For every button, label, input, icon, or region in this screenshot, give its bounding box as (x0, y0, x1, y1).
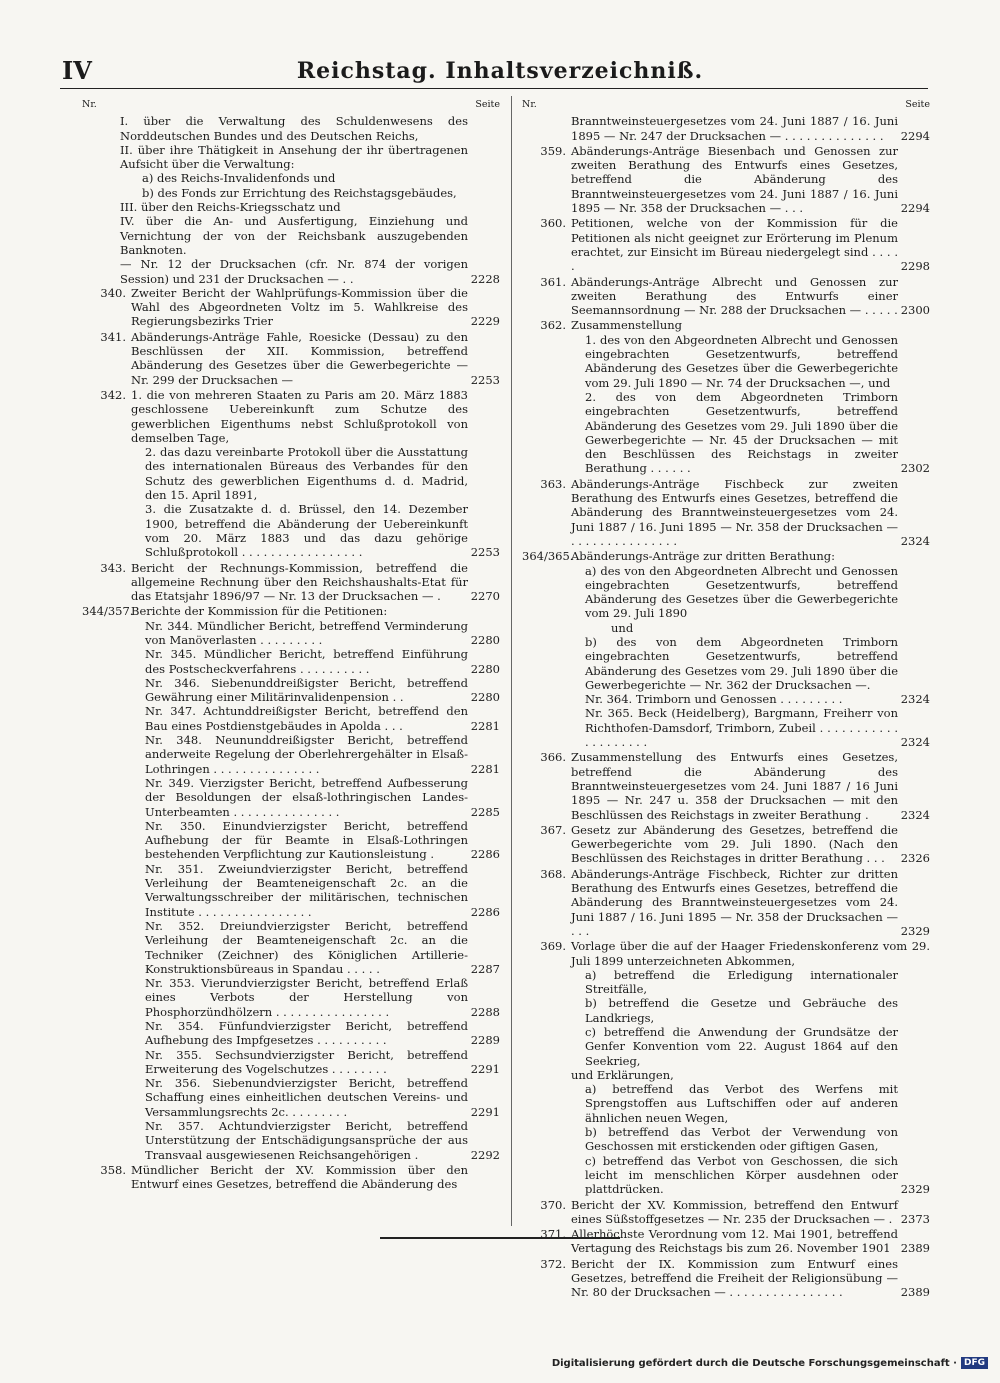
entry-number: 359. (540, 143, 566, 158)
toc-subitem: a) des von den Abgeordneten Albrecht und Genossen eingebrachten Gesetzentwurfs, betreffend Abänderung des Gesetzes über die Gewerbegerichte vom 29. Juli 1890 (585, 563, 898, 621)
footer-text: Digitalisierung gefördert durch die Deutsche Forschungsgemeinschaft · (551, 1357, 957, 1369)
toc-entry: 368. Abänderungs-Anträge Fischbeck, Richter zur dritten Berathung des Entwurfs eines Gesetzes, betreffend die Abänderung des Branntweinsteuergesetzes vom 24. Juni 1887 / 16. Juni 1895 — Nr. 358 der Drucksachen — . . . 2329 (522, 867, 930, 938)
column-header (82, 98, 500, 112)
toc-entry: 372. Bericht der IX. Kommission zum Entwurf eines Gesetzes, betreffend die Freiheit der Religionsübung — Nr. 80 der Drucksachen — . . . . . . . . . . . . . . . . 2389 (522, 1257, 930, 1300)
entry-number: 369. (540, 939, 566, 954)
entry-number: 371. (540, 1227, 566, 1242)
toc-entry: 371. Allerhöchste Verordnung vom 12. Mai 1901, betreffend Vertagung des Reichstags bis zum 26. November 1901 2389 (522, 1227, 930, 1256)
toc-entry: 369. Vorlage über die auf der Haager Friedenskonferenz vom 29. Juli 1899 unterzeichneten Abkommen, a) betreffend die Erledigung internationaler Streitfälle, b) betreffend die Gesetze und Gebräuche des Landkriegs, c) betreffend die Anwendung der Grundsätze der Genfer Konvention vom 22. August 1864 auf den Seekrieg, und Erklärungen, a) betreffend das Verbot des Werfens mit Sprengstoffen aus Luftschiffen oder auf anderen ähnlichen neuen Wegen, b) betreffend das Verbot der Verwendung von Geschossen mit erstickenden oder giftigen Gasen, c) betreffend das Verbot von Geschossen, die sich leicht im menschlichen Körper ausdehnen oder plattdrücken. 2329 (522, 939, 930, 1196)
toc-subitem: Nr. 348. Neununddreißigster Bericht, betreffend anderweite Regelung der Oberlehrergehälter in Elsaß-Lothringen . . . . . . . . . . . . . . . 2281 (145, 733, 500, 776)
toc-subitem: und Erklärungen, (571, 1067, 674, 1082)
toc-entry: 359. Abänderungs-Anträge Biesenbach und Genossen zur zweiten Berathung des Entwurfs eines Gesetzes, betreffend die Abänderung des Branntweinsteuergesetzes vom 24. Juni 1887 / 16. Juni 1895 — Nr. 358 der Drucksachen — . . . 2294 (522, 144, 930, 215)
toc-subitem: Nr. 346. Siebenunddreißigster Bericht, betreffend Gewährung einer Militärinvalidenpension . . 2280 (145, 675, 500, 705)
toc-subitem: — Nr. 12 der Drucksachen (cfr. Nr. 874 der vorigen Session) und 231 der Drucksachen — . . 2228 (120, 257, 500, 286)
entry-number: 364/365. (522, 549, 574, 564)
toc-subitem: Nr. 353. Vierundvierzigster Bericht, betreffend Erlaß eines Verbots der Herstellung von Phosphorzündhölzern . . . . . . . . . . . . . . . . 2288 (145, 976, 500, 1019)
toc-subitem: b) des von dem Abgeordneten Trimborn eingebrachten Gesetzentwurfs, betreffend Abänderung des Gesetzes vom 29. Juli 1890 über die Gewerbegerichte — Nr. 362 der Drucksachen —. (585, 634, 898, 692)
toc-subitem: II. über ihre Thätigkeit in Ansehung der ihr übertragenen Aufsicht über die Verwaltung: (120, 142, 468, 172)
toc-subitem: 2. des von dem Abgeordneten Trimborn eingebrachten Gesetzentwurfs, betreffend Abänderung des Gesetzes vom 29. Juli 1890 über die Gewerbegerichte — Nr. 45 der Drucksachen — mit den Beschlüssen des Reichstags in zweiter Berathung . . . . . . 2302 (585, 389, 930, 476)
seite-label: Seite (905, 99, 930, 110)
toc-subitem: Nr. 351. Zweiundvierzigster Bericht, betreffend Verleihung der Beamteneigenschaft 2c. an die Verwaltungsschreiber der militärischen, technischen Institute . . . . . . . . . . . . . . . . 2286 (145, 861, 500, 919)
toc-subitem: 3. die Zusatzakte d. d. Brüssel, den 14. Dezember 1900, betreffend die Abänderung der Uebereinkunft vom 20. März 1883 und das dazu gehörige Schlußprotokoll . . . . . . . . . . . . . . . . . 2253 (145, 502, 500, 560)
toc-entry-continued: Branntweinsteuergesetzes vom 24. Juni 1887 / 16. Juni 1895 — Nr. 247 der Drucksachen — . . . . . . . . . . . . . . 2294 (571, 114, 930, 143)
header-rule (60, 88, 928, 89)
toc-subitem: 1. die von mehreren Staaten zu Paris am 20. März 1883 geschlossene Uebereinkunft zum Schutze des gewerblichen Eigenthums nebst Schlußprotokoll von demselben Tage, (131, 387, 468, 445)
toc-entry: 361. Abänderungs-Anträge Albrecht und Genossen zur zweiten Berathung des Entwurfs einer Seemannsordnung — Nr. 288 der Drucksachen — . . . . . 2300 (522, 275, 930, 318)
toc-entry: 370. Bericht der XV. Kommission, betreffend den Entwurf eines Süßstoffgesetzes — Nr. 235 der Drucksachen — . 2373 (522, 1198, 930, 1227)
toc-entry: 364/365. Abänderungs-Anträge zur dritten Berathung: a) des von den Abgeordneten Albrecht und Genossen eingebrachten Gesetzentwurfs, betreffend Abänderung des Gesetzes über die Gewerbegerichte vom 29. Juli 1890 und b) des von dem Abgeordneten Trimborn eingebrachten Gesetzentwurfs, betreffend Abänderung des Gesetzes vom 29. Juli 1890 über die Gewerbegerichte — Nr. 362 der Drucksachen —. Nr. 364. Trimborn und Genossen . . . . . . . . . 2324 Nr. 365. Beck (Heidelberg), Bargmann, Freiherr von Richthofen-Damsdorf, Trimborn, Zubeil . . . . . . . . . . . . . . . . . . . . 2324 (522, 549, 930, 750)
toc-subitem: Nr. 365. Beck (Heidelberg), Bargmann, Freiherr von Richthofen-Damsdorf, Trimborn, Zubeil . . . . . . . . . . . . . . . . . . . . 2324 (585, 706, 930, 750)
toc-subitem: c) betreffend das Verbot von Geschossen, die sich leicht im menschlichen Körper ausdehnen oder plattdrücken. 2329 (585, 1153, 930, 1197)
toc-subitem: c) betreffend die Anwendung der Grundsätze der Genfer Konvention vom 22. August 1864 auf den Seekrieg, (585, 1025, 898, 1068)
toc-subitem: b) betreffend das Verbot der Verwendung von Geschossen mit erstickenden oder giftigen Gasen, (585, 1125, 898, 1154)
running-title: Reichstag. Inhaltsverzeichniß. (296, 58, 704, 84)
toc-entry: 363. Abänderungs-Anträge Fischbeck zur zweiten Berathung des Entwurfs eines Gesetzes, betreffend die Abänderung des Branntweinsteuergesetzes vom 24. Juni 1887 / 16. Juni 1895 — Nr. 358 der Drucksachen — . . . . . . . . . . . . . . . 2324 (522, 477, 930, 548)
toc-subitem: Nr. 354. Fünfundvierzigster Bericht, betreffend Aufhebung des Impfgesetzes . . . . . . . . . . 2289 (145, 1019, 500, 1048)
toc-subitem: a) betreffend das Verbot des Werfens mit Sprengstoffen aus Luftschiffen oder auf anderen ähnlichen neuen Wegen, (585, 1082, 898, 1125)
toc-subitem: a) betreffend die Erledigung internationaler Streitfälle, (585, 967, 898, 997)
toc-subitem: Nr. 350. Einundvierzigster Bericht, betreffend Aufhebung der für Beamte in Elsaß-Lothringen bestehenden Verpflichtung zur Kautionsleistung . 2286 (145, 818, 500, 862)
entry-number: 360. (540, 216, 566, 231)
entry-number: 363. (540, 476, 566, 491)
entry-number: 361. (540, 274, 566, 289)
toc-subitem: III. über den Reichs-Kriegsschatz und (120, 200, 341, 215)
nr-label: Nr. (82, 99, 97, 110)
toc-entry: 360. Petitionen, welche von der Kommission für die Petitionen als nicht geeignet zur Erörterung im Plenum erachtet, zur Einsicht im Büreau niedergelegt sind . . . . . 2298 (522, 216, 930, 273)
entry-number: 367. (540, 822, 566, 837)
entry-number: 372. (540, 1256, 566, 1271)
nr-label: Nr. (522, 99, 537, 110)
toc-subitem: Nr. 356. Siebenundvierzigster Bericht, betreffend Schaffung eines einheitlichen deutschen Vereins- und Versammlungsrechts 2c. . . . . . . . . 2291 (145, 1076, 500, 1119)
toc-subitem: Nr. 345. Mündlicher Bericht, betreffend Einführung des Postscheckverfahrens . . . . . . . . . . 2280 (145, 647, 500, 676)
toc-subitem: Nr. 364. Trimborn und Genossen . . . . . . . . . 2324 (585, 692, 930, 707)
entry-number: 370. (540, 1197, 566, 1212)
toc-subitem: Nr. 355. Sechsundvierzigster Bericht, betreffend Erweiterung des Vogelschutzes . . . . . . . . 2291 (145, 1047, 500, 1076)
toc-subitem: 1. des von den Abgeordneten Albrecht und Genossen eingebrachten Gesetzentwurfs, betreffend Abänderung des Gesetzes über die Gewerbegerichte vom 29. Juli 1890 — Nr. 74 der Drucksachen —, und (585, 332, 898, 390)
left-column (82, 98, 500, 1193)
dfg-logo: DFG (961, 1357, 988, 1369)
seite-label: Seite (475, 99, 500, 110)
entry-number: 344/357. (82, 604, 134, 619)
entry-number: 340. (100, 285, 126, 300)
entry-number: 341. (100, 329, 126, 344)
toc-entry (82, 388, 500, 560)
footer (552, 1357, 988, 1369)
toc-entry: 367. Gesetz zur Abänderung des Gesetzes, betreffend die Gewerbegerichte vom 29. Juli 1890. (Nach den Beschlüssen des Reichstages in dritter Berathung . . . 2326 (522, 823, 930, 866)
toc-entry: 344/357. Berichte der Kommission für die Petitionen: Nr. 344. Mündlicher Bericht, betreffend Verminderung von Manöverlasten . . . . . . . . . 2280 Nr. 345. Mündlicher Bericht, betreffend Einführung des Postscheckverfahrens . . . . . . . . . . 2280 Nr. 346. Siebenunddreißigster Bericht, betreffend Gewährung einer Militärinvalidenpension . . 2280 Nr. 347. Achtunddreißigster Bericht, betreffend den Bau eines Postdienstgebäudes in Apolda . . . 2281 Nr. 348. Neununddreißigster Bericht, betreffend anderweite Regelung der Oberlehrergehälter in Elsaß-Lothringen . . . . . . . . . . . . . . . 2281 Nr. 349. Vierzigster Bericht, betreffend Aufbesserung der Besoldungen der elsaß-lothringischen Landes-Unterbeamten . . . . . . . . . . . . . . . 2285 Nr. 350. Einundvierzigster Bericht, betreffend Aufhebung der für Beamte in Elsaß-Lothringen bestehenden Verpflichtung zur Kautionsleistung . 2286 Nr. 351. Zweiundvierzigster Bericht, betreffend Verleihung der Beamteneigenschaft 2c. an die Verwaltungsschreiber der militärischen, technischen Institute . . . . . . . . . . . . . . . . 2286 Nr. 352. Dreiundvierzigster Bericht, betreffend Verleihung der Beamteneigenschaft 2c. an die Techniker (Zeichner) des Königlichen Artillerie-Konstruktionsbüreaus in Spandau . . . . . 2287 Nr. 353. Vierundvierzigster Bericht, betreffend Erlaß eines Verbots der Herstellung von Phosphorzündhölzern . . . . . . . . . . . . . . . . 2288 Nr. 354. Fünfundvierzigster Bericht, betreffend Aufhebung des Impfgesetzes . . . . . . . . . . 2289 Nr. 355. Sechsundvierzigster Bericht, betreffend Erweiterung des Vogelschutzes . . . . . . . . 2291 Nr. 356. Siebenundvierzigster Bericht, betreffend Schaffung eines einheitlichen deutschen Vereins- und Versammlungsrechts 2c. . . . . . . . . 2291 Nr. 357. Achtundvierzigster Bericht, betreffend Unterstützung der Entschädigungsansprüche der aus Transvaal ausgewiesenen Reichsangehörigen . 2292 (82, 604, 500, 1162)
toc-subitem: IV. über die An- und Ausfertigung, Einziehung und Vernichtung der von der Reichsbank auszugebenden Banknoten. (120, 214, 468, 257)
toc-subitem: b) des Fonds zur Errichtung des Reichstagsgebäudes, (142, 185, 457, 200)
entry-number: 362. (540, 318, 566, 333)
right-column (522, 98, 930, 1301)
toc-subitem: Nr. 357. Achtundvierzigster Bericht, betreffend Unterstützung der Entschädigungsansprüche der aus Transvaal ausgewiesenen Reichsangehörigen . 2292 (145, 1119, 500, 1162)
toc-subitem: und (611, 620, 634, 635)
bottom-rule (380, 1237, 620, 1239)
entry-number: 366. (540, 750, 566, 765)
toc-entry: 341. Abänderungs-Anträge Fahle, Roesicke (Dessau) zu den Beschlüssen der XII. Kommission, betreffend Abänderung des Gesetzes über die Gewerbegerichte — Nr. 299 der Drucksachen — 2253 (82, 330, 500, 387)
entry-number: 358. (100, 1162, 126, 1177)
page-number: IV (62, 56, 92, 85)
toc-subitem: Nr. 352. Dreiundvierzigster Bericht, betreffend Verleihung der Beamteneigenschaft 2c. an die Techniker (Zeichner) des Königlichen Artillerie-Konstruktionsbüreaus in Spandau . . . . . 2287 (145, 918, 500, 976)
toc-subitem: a) des Reichs-Invalidenfonds und (142, 171, 336, 186)
toc-subitem: Nr. 344. Mündlicher Bericht, betreffend Verminderung von Manöverlasten . . . . . . . . . 2280 (145, 618, 500, 647)
toc-subitem: Nr. 349. Vierzigster Bericht, betreffend Aufbesserung der Besoldungen der elsaß-lothringischen Landes-Unterbeamten . . . . . . . . . . . . . . . 2285 (145, 775, 500, 819)
toc-entry: 362. Zusammenstellung 1. des von den Abgeordneten Albrecht und Genossen eingebrachten Gesetzentwurfs, betreffend Abänderung des Gesetzes über die Gewerbegerichte vom 29. Juli 1890 — Nr. 74 der Drucksachen —, und 2. des von dem Abgeordneten Trimborn eingebrachten Gesetzentwurfs, betreffend Abänderung des Gesetzes vom 29. Juli 1890 über die Gewerbegerichte — Nr. 45 der Drucksachen — mit den Beschlüssen des Reichstags in zweiter Berathung . . . . . . 2302 (522, 318, 930, 475)
toc-entry: 358. Mündlicher Bericht der XV. Kommission über den Entwurf eines Gesetzes, betreffend die Abänderung des (82, 1163, 500, 1192)
toc-subitem: I. über die Verwaltung des Schuldenwesens des Norddeutschen Bundes und des Deutschen Reichs, (120, 114, 468, 143)
entry-number: 343. (100, 560, 126, 575)
column-header (522, 98, 930, 112)
entry-number: 342. (100, 387, 126, 402)
toc-subitem: 2. das dazu vereinbarte Protokoll über die Ausstattung des internationalen Büreaus des Verbandes für den Schutz des gewerblichen Eigenthums d. d. Madrid, den 15. April 1891, (145, 445, 468, 503)
toc-subitem: b) betreffend die Gesetze und Gebräuche des Landkriegs, (585, 996, 898, 1025)
toc-entry: 366. Zusammenstellung des Entwurfs eines Gesetzes, betreffend die Abänderung des Branntweinsteuergesetzes vom 24. Juni 1887 / 16 Juni 1895 — Nr. 247 u. 358 der Drucksachen — mit den Beschlüssen des Reichstags in zweiter Berathung . 2324 (522, 750, 930, 821)
entry-number: 368. (540, 866, 566, 881)
toc-entry: 340. Zweiter Bericht der Wahlprüfungs-Kommission über die Wahl des Abgeordneten Voltz im 5. Wahlkreise des Regierungsbezirks Trier 2229 (82, 286, 500, 329)
column-divider (511, 96, 512, 1226)
toc-subitem: Nr. 347. Achtunddreißigster Bericht, betreffend den Bau eines Postdienstgebäudes in Apolda . . . 2281 (145, 704, 500, 733)
toc-entry: 343. Bericht der Rechnungs-Kommission, betreffend die allgemeine Rechnung über den Reichshaushalts-Etat für das Etatsjahr 1896/97 — Nr. 13 der Drucksachen — . 2270 (82, 561, 500, 604)
